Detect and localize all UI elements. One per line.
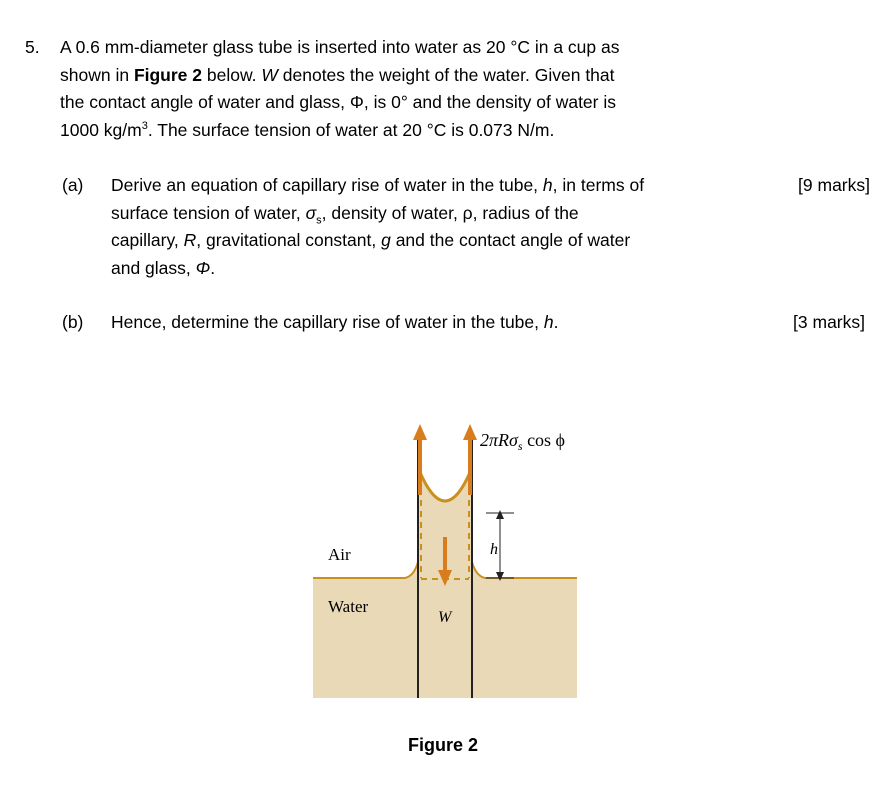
force-label (480, 430, 565, 453)
force-label-main: 2πRσ (480, 430, 518, 450)
part-b-text: Hence, determine the capillary rise of water in the tube, h. (111, 312, 559, 332)
tension-arrowhead-left (413, 424, 427, 440)
text-run-i: Φ (195, 257, 211, 278)
figure-caption: Figure 2 (407, 735, 478, 755)
tension-arrowhead-right (463, 424, 477, 440)
text-run-i: W (261, 64, 278, 85)
text-run-i: σ (305, 202, 317, 223)
force-label-tail: cos ϕ (522, 430, 566, 450)
water-label: Water (328, 597, 369, 616)
height-label: h (490, 541, 498, 558)
text-run-i: h (542, 175, 553, 195)
question-stem: A 0.6 mm-diameter glass tube is inserted into water as 20 °C in a cup as shown in Figure 2 below. W denotes the weight of the water. Given that the contact angle of water and glass, Φ, is 0° and the density of water is 1000 $kg/m^3$. The surface tension of water at 20 °C is 0.073 N/m. (60, 37, 620, 140)
height-arrowhead-top (496, 510, 504, 519)
part-a-marks: [9 marks] (798, 175, 870, 195)
water-region-right (472, 562, 577, 698)
text-run-sup: 3 (141, 119, 148, 132)
part-b-marks: [3 marks] (793, 312, 865, 332)
part-a-text: Derive an equation of capillary rise of water in the tube, h, in terms of surface tension of water, $\sigma_s$, density of water, ρ, radius of the capillary, R, gravitational constant, g and the contact angle of water and glass, Φ. (111, 175, 645, 278)
text-run-i: g (381, 230, 391, 250)
weight-label: W (438, 609, 452, 626)
text-run-sub: s (316, 214, 322, 226)
text-run-b: Figure 2 (133, 64, 203, 85)
part-b-label: (b) (62, 312, 84, 332)
water-region (313, 562, 418, 698)
part-a-label: (a) (62, 175, 84, 195)
text-run-i: R (183, 230, 197, 250)
capillary-figure (290, 350, 610, 710)
text-run-i: h (543, 312, 554, 332)
force-label-sub: s (517, 439, 523, 453)
air-label: Air (328, 545, 351, 564)
question-number: 5. (25, 37, 40, 57)
